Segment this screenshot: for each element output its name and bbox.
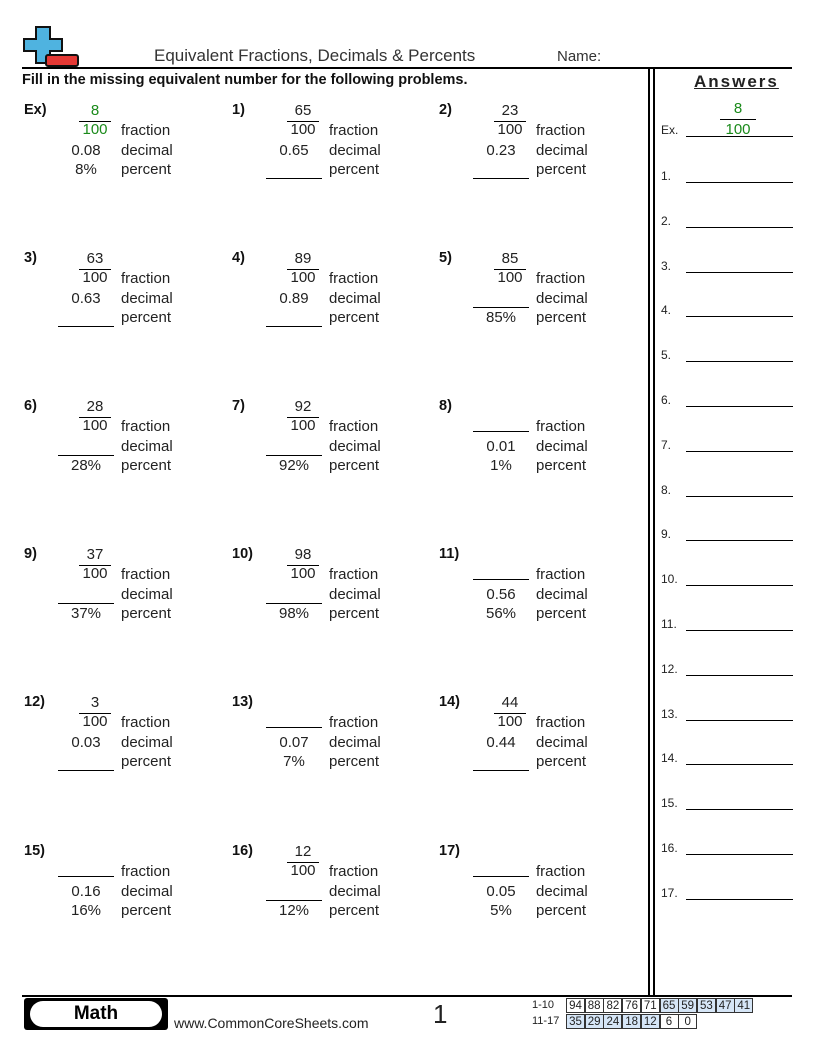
answer-line-label: 14. bbox=[661, 751, 678, 766]
percent-label: percent bbox=[536, 753, 587, 770]
numerator: 23 bbox=[501, 102, 519, 119]
fraction-label: fraction bbox=[536, 418, 586, 435]
decimal-value: 0.07 bbox=[279, 734, 309, 751]
fraction-label: fraction bbox=[329, 418, 379, 435]
answer-line-label: 13. bbox=[661, 706, 678, 721]
problem-number: 13) bbox=[232, 694, 253, 710]
percent-label: percent bbox=[121, 161, 172, 178]
problem bbox=[439, 843, 639, 953]
problem-number: 10) bbox=[232, 546, 253, 562]
numerator: 3 bbox=[90, 694, 100, 711]
numerator: 92 bbox=[294, 398, 312, 415]
percent-label: percent bbox=[329, 605, 380, 622]
fraction-label: fraction bbox=[329, 714, 379, 731]
problem-number: 6) bbox=[24, 398, 37, 414]
problem bbox=[232, 250, 432, 360]
problem bbox=[24, 398, 224, 508]
fraction-blank[interactable] bbox=[473, 876, 529, 877]
decimal-value: 0.56 bbox=[486, 586, 516, 603]
decimal-value: 0.01 bbox=[486, 438, 516, 455]
answer-line-label: 12. bbox=[661, 661, 678, 676]
decimal-value: 0.16 bbox=[71, 883, 101, 900]
decimal-label: decimal bbox=[329, 290, 381, 307]
problem bbox=[232, 843, 432, 953]
footer-rule bbox=[22, 995, 792, 997]
decimal-label: decimal bbox=[536, 734, 588, 751]
problem bbox=[24, 694, 224, 804]
fraction-label: fraction bbox=[329, 270, 379, 287]
decimal-label: decimal bbox=[329, 586, 381, 603]
decimal-label: decimal bbox=[121, 142, 173, 159]
problem bbox=[439, 398, 639, 508]
decimal-label: decimal bbox=[536, 883, 588, 900]
percent-blank[interactable] bbox=[58, 326, 114, 327]
denominator: 100 bbox=[290, 862, 316, 879]
problem bbox=[232, 102, 432, 212]
fraction-label: fraction bbox=[329, 863, 379, 880]
decimal-blank[interactable] bbox=[266, 603, 322, 604]
answer-line bbox=[686, 630, 793, 631]
answer-line bbox=[686, 720, 793, 721]
denominator: 100 bbox=[82, 269, 108, 286]
numerator: 12 bbox=[294, 843, 312, 860]
score-key-cell: 59 bbox=[678, 998, 697, 1013]
fraction-label: fraction bbox=[536, 270, 586, 287]
problem-number: 7) bbox=[232, 398, 245, 414]
score-key-cell: 6 bbox=[660, 1014, 679, 1029]
answer-line bbox=[686, 809, 793, 810]
answer-column-divider bbox=[653, 67, 655, 995]
numerator: 37 bbox=[86, 546, 104, 563]
numerator: 65 bbox=[294, 102, 312, 119]
problem-number: 11) bbox=[439, 546, 460, 562]
decimal-blank[interactable] bbox=[58, 603, 114, 604]
fraction-blank[interactable] bbox=[58, 876, 114, 877]
answer-line bbox=[686, 451, 793, 452]
website-link[interactable]: www.CommonCoreSheets.com bbox=[174, 1015, 369, 1031]
score-key-cell: 88 bbox=[585, 998, 604, 1013]
fraction-label: fraction bbox=[536, 863, 586, 880]
decimal-label: decimal bbox=[329, 883, 381, 900]
answer-line bbox=[686, 899, 793, 900]
numerator: 98 bbox=[294, 546, 312, 563]
decimal-blank[interactable] bbox=[266, 900, 322, 901]
percent-value: 56% bbox=[485, 605, 517, 622]
decimal-label: decimal bbox=[329, 438, 381, 455]
answer-line-label: 15. bbox=[661, 796, 678, 811]
decimal-value: 0.44 bbox=[486, 734, 516, 751]
problem bbox=[232, 546, 432, 656]
denominator: 100 bbox=[290, 269, 316, 286]
denominator: 100 bbox=[82, 121, 108, 138]
denominator: 100 bbox=[497, 121, 523, 138]
answer-line-label: 9. bbox=[661, 527, 672, 542]
decimal-label: decimal bbox=[329, 142, 381, 159]
percent-value: 7% bbox=[283, 753, 305, 770]
problem bbox=[232, 694, 432, 804]
score-key-cell: 24 bbox=[603, 1014, 622, 1029]
fraction-label: fraction bbox=[121, 418, 171, 435]
score-key-cell: 29 bbox=[585, 1014, 604, 1029]
percent-value: 37% bbox=[70, 605, 102, 622]
fraction-label: fraction bbox=[536, 566, 586, 583]
decimal-value: 0.89 bbox=[279, 290, 309, 307]
score-key-cell: 82 bbox=[603, 998, 622, 1013]
header-rule bbox=[22, 67, 792, 69]
fraction-label: fraction bbox=[121, 270, 171, 287]
decimal-blank[interactable] bbox=[266, 455, 322, 456]
fraction-blank[interactable] bbox=[266, 727, 322, 728]
percent-blank[interactable] bbox=[266, 178, 322, 179]
decimal-label: decimal bbox=[121, 586, 173, 603]
problem bbox=[24, 546, 224, 656]
numerator: 85 bbox=[501, 250, 519, 267]
instructions: Fill in the missing equivalent number for the following problems. bbox=[22, 72, 468, 88]
denominator: 100 bbox=[497, 713, 523, 730]
problem-number: 4) bbox=[232, 250, 245, 266]
answer-line bbox=[686, 540, 793, 541]
score-key-row-label: 11-17 bbox=[532, 1015, 560, 1027]
numerator: 44 bbox=[501, 694, 519, 711]
percent-label: percent bbox=[121, 902, 172, 919]
denominator: 100 bbox=[290, 565, 316, 582]
percent-value: 92% bbox=[278, 457, 310, 474]
percent-label: percent bbox=[329, 161, 380, 178]
problem-number: 14) bbox=[439, 694, 460, 710]
decimal-label: decimal bbox=[536, 142, 588, 159]
fraction-bar bbox=[720, 119, 756, 120]
answer-line-label: 4. bbox=[661, 303, 672, 318]
answer-example-denominator: 100 bbox=[725, 121, 751, 138]
decimal-value: 0.03 bbox=[71, 734, 101, 751]
percent-label: percent bbox=[329, 457, 380, 474]
problem-number: 2) bbox=[439, 102, 452, 118]
problem-number: 12) bbox=[24, 694, 45, 710]
fraction-label: fraction bbox=[121, 714, 171, 731]
answer-example-numerator: 8 bbox=[733, 100, 743, 117]
answer-line bbox=[686, 496, 793, 497]
decimal-label: decimal bbox=[121, 290, 173, 307]
percent-label: percent bbox=[121, 605, 172, 622]
score-key-cell: 18 bbox=[622, 1014, 641, 1029]
decimal-blank[interactable] bbox=[58, 455, 114, 456]
problem-number: 8) bbox=[439, 398, 452, 414]
answer-line-label: 17. bbox=[661, 885, 678, 900]
percent-label: percent bbox=[121, 457, 172, 474]
percent-blank[interactable] bbox=[58, 770, 114, 771]
numerator: 28 bbox=[86, 398, 104, 415]
score-key-cell: 41 bbox=[734, 998, 753, 1013]
answer-example-fraction bbox=[718, 100, 758, 139]
percent-label: percent bbox=[536, 605, 587, 622]
decimal-label: decimal bbox=[536, 586, 588, 603]
problem bbox=[439, 250, 639, 360]
answer-line-label: 10. bbox=[661, 572, 678, 587]
answer-column-divider bbox=[648, 67, 650, 995]
denominator: 100 bbox=[497, 269, 523, 286]
decimal-label: decimal bbox=[121, 438, 173, 455]
percent-label: percent bbox=[329, 753, 380, 770]
answer-line-label: 2. bbox=[661, 213, 672, 228]
score-key-cell: 65 bbox=[660, 998, 679, 1013]
problem bbox=[439, 694, 639, 804]
percent-label: percent bbox=[329, 902, 380, 919]
fraction-label: fraction bbox=[121, 566, 171, 583]
answer-line bbox=[686, 227, 793, 228]
percent-value: 1% bbox=[490, 457, 512, 474]
denominator: 100 bbox=[82, 565, 108, 582]
problem-number: 9) bbox=[24, 546, 37, 562]
score-key-cell: 53 bbox=[697, 998, 716, 1013]
answer-line-label: 6. bbox=[661, 393, 672, 407]
decimal-label: decimal bbox=[121, 883, 173, 900]
answer-line bbox=[686, 182, 793, 183]
decimal-value: 0.63 bbox=[71, 290, 101, 307]
percent-value: 28% bbox=[70, 457, 102, 474]
decimal-label: decimal bbox=[536, 438, 588, 455]
decimal-label: decimal bbox=[121, 734, 173, 751]
problem-number: 16) bbox=[232, 843, 253, 859]
decimal-label: decimal bbox=[329, 734, 381, 751]
answer-line-label: 11. bbox=[661, 617, 677, 631]
score-key-cell: 71 bbox=[641, 998, 660, 1013]
score-key-row-label: 1-10 bbox=[532, 999, 555, 1011]
numerator: 63 bbox=[86, 250, 104, 267]
answer-line-label: 8. bbox=[661, 482, 672, 497]
numerator: 89 bbox=[294, 250, 312, 267]
decimal-value: 0.08 bbox=[71, 142, 101, 159]
problem bbox=[24, 102, 224, 212]
percent-label: percent bbox=[121, 753, 172, 770]
percent-blank[interactable] bbox=[473, 178, 529, 179]
page-title: Equivalent Fractions, Decimals & Percents bbox=[154, 46, 476, 65]
problem bbox=[24, 843, 224, 953]
score-key-cell: 94 bbox=[566, 998, 585, 1013]
score-key-cell: 47 bbox=[716, 998, 735, 1013]
answer-line bbox=[686, 675, 793, 676]
score-key-cell: 35 bbox=[566, 1014, 585, 1029]
problem-number: 1) bbox=[232, 102, 245, 118]
problem-number: 17) bbox=[439, 843, 460, 859]
page-number: 1 bbox=[433, 999, 448, 1029]
score-key-cell: 76 bbox=[622, 998, 641, 1013]
percent-label: percent bbox=[329, 309, 380, 326]
denominator: 100 bbox=[290, 417, 316, 434]
problem-number: 3) bbox=[24, 250, 37, 266]
percent-value: 16% bbox=[70, 902, 102, 919]
fraction-label: fraction bbox=[536, 714, 586, 731]
percent-blank[interactable] bbox=[266, 326, 322, 327]
decimal-blank[interactable] bbox=[473, 307, 529, 308]
decimal-value: 0.65 bbox=[279, 142, 309, 159]
fraction-blank[interactable] bbox=[473, 579, 529, 580]
percent-label: percent bbox=[536, 161, 587, 178]
answer-line-label: 5. bbox=[661, 348, 672, 363]
answer-line bbox=[686, 316, 793, 317]
percent-value: 98% bbox=[278, 605, 310, 622]
score-key-cell: 0 bbox=[678, 1014, 697, 1029]
plus-minus-logo-icon bbox=[22, 25, 80, 69]
answer-line bbox=[686, 854, 793, 855]
percent-value: 8% bbox=[75, 161, 97, 178]
problem bbox=[232, 398, 432, 508]
problem-number: 15) bbox=[24, 843, 45, 859]
fraction-blank[interactable] bbox=[473, 431, 529, 432]
fraction-label: fraction bbox=[329, 122, 379, 139]
denominator: 100 bbox=[290, 121, 316, 138]
answer-line-label: 1. bbox=[661, 169, 672, 183]
problem bbox=[439, 102, 639, 212]
fraction-label: fraction bbox=[121, 122, 171, 139]
percent-value: 5% bbox=[490, 902, 512, 919]
percent-label: percent bbox=[536, 309, 587, 326]
fraction-label: fraction bbox=[536, 122, 586, 139]
fraction-label: fraction bbox=[121, 863, 171, 880]
answer-line-label: 3. bbox=[661, 258, 672, 273]
percent-blank[interactable] bbox=[473, 770, 529, 771]
percent-label: percent bbox=[121, 309, 172, 326]
answer-line bbox=[686, 361, 793, 362]
denominator: 100 bbox=[82, 713, 108, 730]
percent-label: percent bbox=[536, 902, 587, 919]
name-label: Name: bbox=[557, 48, 602, 65]
percent-label: percent bbox=[536, 457, 587, 474]
decimal-value: 0.05 bbox=[486, 883, 516, 900]
problem bbox=[439, 546, 639, 656]
numerator: 8 bbox=[90, 102, 100, 119]
decimal-value: 0.23 bbox=[486, 142, 516, 159]
denominator: 100 bbox=[82, 417, 108, 434]
answer-line-label: 16. bbox=[661, 841, 678, 855]
answer-line bbox=[686, 585, 793, 586]
answer-line bbox=[686, 272, 793, 273]
score-key-cell: 12 bbox=[641, 1014, 660, 1029]
problem-number: 5) bbox=[439, 250, 452, 266]
problem-number: Ex) bbox=[24, 102, 47, 118]
percent-value: 12% bbox=[278, 902, 310, 919]
answer-line-label: 7. bbox=[661, 437, 672, 452]
fraction-label: fraction bbox=[329, 566, 379, 583]
decimal-label: decimal bbox=[536, 290, 588, 307]
answers-heading: Answers bbox=[694, 72, 779, 91]
answer-line bbox=[686, 406, 793, 407]
subject-label: Math bbox=[30, 1001, 162, 1027]
answer-example-label: Ex. bbox=[661, 123, 679, 137]
answer-line bbox=[686, 764, 793, 765]
problem bbox=[24, 250, 224, 360]
percent-value: 85% bbox=[485, 309, 517, 326]
